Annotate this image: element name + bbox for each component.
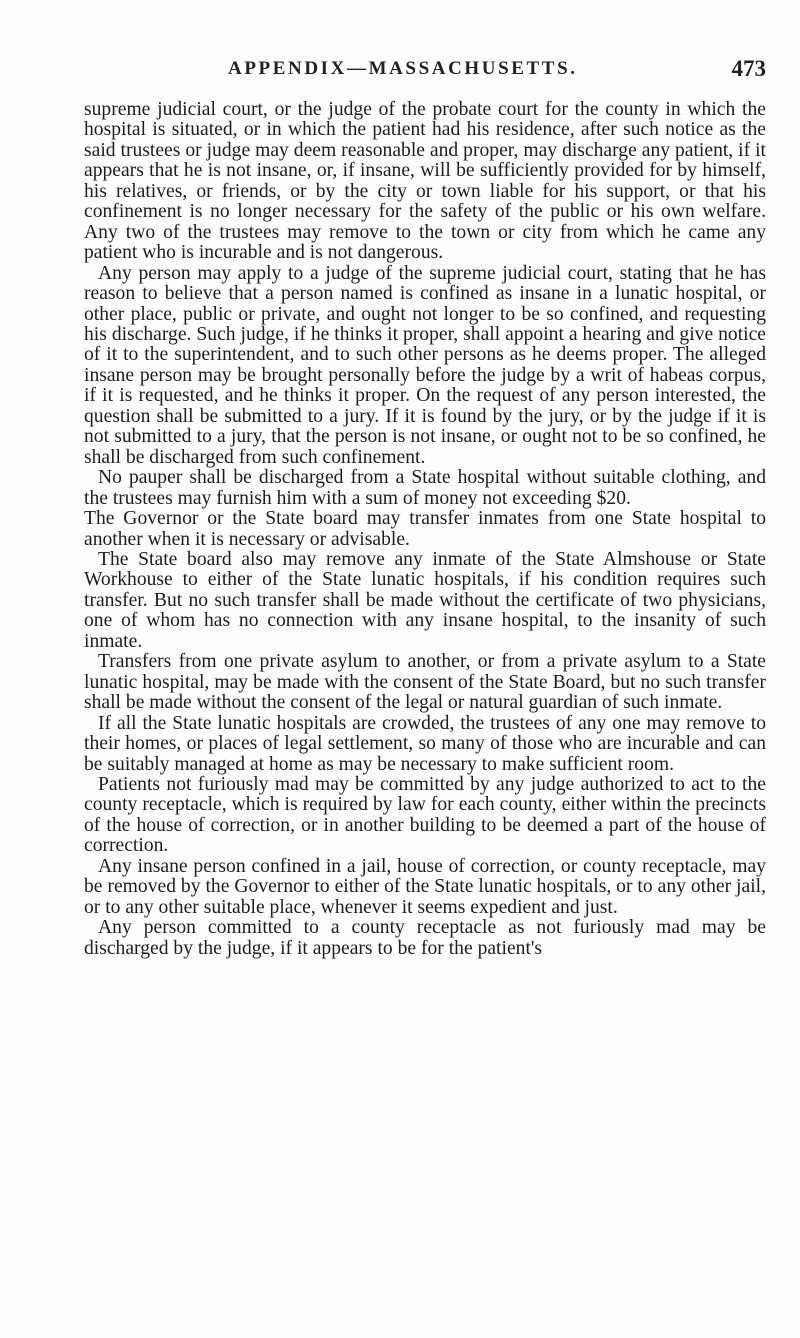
paragraph-discharge-by-judge: supreme judicial court, or the judge of the probate court for the county in which the hospital is situated, or in which the patient had his residence, after such notice as the said trustees or judge may deem reasonable and proper, may discharge any patient, if it appears that he is not insane, or, if insane, will be sufficiently provided for by himself, his relatives, or friends, or by the city or town liable for his support, or that his confinement is no longer necessary for the safety of the public or his own welfare. Any two of the trustees may remove to the town or city from which he came any patient who is incurable and is not dangerous. <box>84 99 766 264</box>
paragraph-crowded-hospitals: If all the State lunatic hospitals are crowded, the trustees of any one may remove to their homes, or places of legal settlement, so many of those who are incurable and can be suitably managed at home as may be necessary to make sufficient room. <box>84 712 766 775</box>
paragraph-pauper-discharge: No pauper shall be discharged from a State hospital without suitable clothing, and the trustees may furnish him with a sum of money not exceeding $20. <box>84 467 766 509</box>
running-title: APPENDIX—MASSACHUSETTS. <box>228 58 578 79</box>
paragraph-county-receptacle: Patients not furiously mad may be committed by any judge authorized to act to the county receptacle, which is required by law for each county, either within the precincts of the house of correction, or in another building to be deemed a part of the house of correction. <box>84 773 766 857</box>
paragraph-private-asylum-transfers: Transfers from one private asylum to another, or from a private asylum to a State lunatic hospital, may be made with the consent of the State Board, but no such transfer shall be made without the consent of the legal or natural guardian of such inmate. <box>84 651 766 714</box>
paragraph-almshouse-removal: The State board also may remove any inmate of the State Almshouse or State Workhouse to either of the State lunatic hospitals, if his condition requires such transfer. But no such transfer shall be made without the certificate of two physicians, one of whom has no connection with any insane hospital, to the insanity of such inmate. <box>84 548 766 652</box>
running-head <box>84 58 766 88</box>
paragraph-receptacle-discharge: Any person committed to a county receptacle as not furiously mad may be discharged by the judge, if it appears to be for the patient's <box>84 917 766 959</box>
page-number: 473 <box>731 56 766 81</box>
paragraph-application-to-judge: Any person may apply to a judge of the supreme judicial court, stating that he has reason to believe that a person named is confined as insane in a lunatic hospital, or other place, public or private, and ought not longer to be so confined, and requesting his discharge. Such judge, if he thinks it proper, shall appoint a hearing and give notice of it to the superintendent, and to such other persons as he deems proper. The alleged insane person may be brought personally before the judge by a writ of habeas corpus, if it is requested, and he thinks it proper. On the request of any person interested, the question shall be submitted to a jury. If it is found by the jury, or by the judge if it is not submitted to a jury, that the person is not insane, or ought not to be so confined, he shall be discharged from such confinement. <box>84 262 766 468</box>
body-text <box>84 100 766 959</box>
paragraph-jail-removal: Any insane person confined in a jail, house of correction, or county receptacle, may be removed by the Governor to either of the State lunatic hospitals, or to any other jail, or to any other suitable place, whenever it seems expedient and just. <box>84 855 766 918</box>
paragraph-governor-transfer: The Governor or the State board may transfer inmates from one State hospital to another when it is necessary or advisable. <box>84 508 766 550</box>
